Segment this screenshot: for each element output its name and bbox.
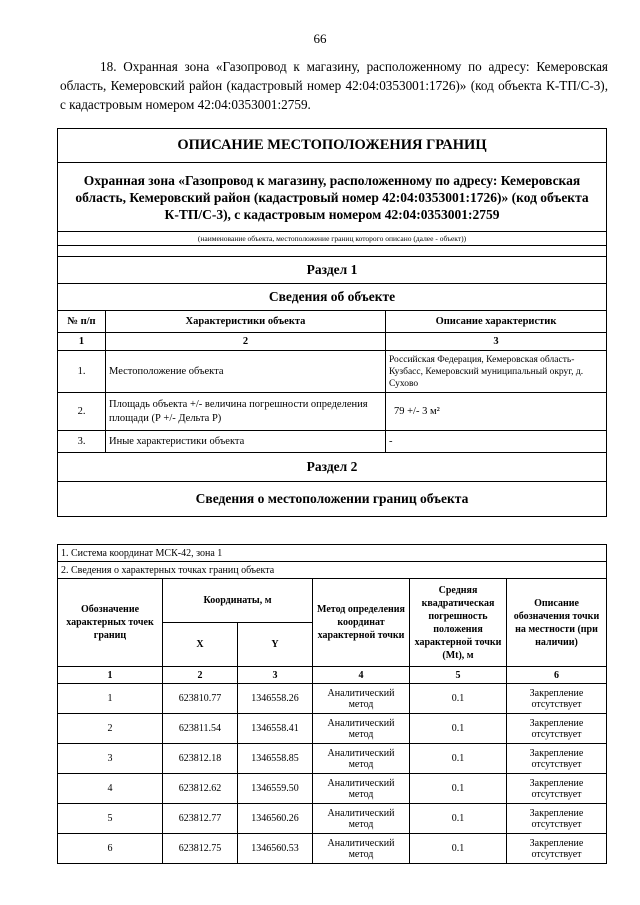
row-value: - bbox=[386, 431, 607, 453]
section1-subtitle: Сведения об объекте bbox=[58, 284, 607, 311]
point-mt: 0.1 bbox=[410, 774, 507, 804]
description-table bbox=[57, 128, 607, 517]
col-number: 1 bbox=[58, 333, 106, 351]
point-desc: Закрепление отсутствует bbox=[507, 834, 607, 864]
header-method: Метод определения координат характерной точки bbox=[313, 579, 410, 667]
table-row bbox=[58, 804, 607, 834]
table-row bbox=[58, 714, 607, 744]
point-y: 1346558.41 bbox=[238, 714, 313, 744]
point-y: 1346559.50 bbox=[238, 774, 313, 804]
point-y: 1346560.53 bbox=[238, 834, 313, 864]
point-id: 6 bbox=[58, 834, 163, 864]
point-mt: 0.1 bbox=[410, 834, 507, 864]
header-y: Y bbox=[238, 623, 313, 667]
col-number: 5 bbox=[410, 667, 507, 684]
header-x: X bbox=[163, 623, 238, 667]
point-y: 1346558.85 bbox=[238, 744, 313, 774]
col-number: 6 bbox=[507, 667, 607, 684]
section1-title: Раздел 1 bbox=[58, 257, 607, 284]
section2-subtitle: Сведения о местоположении границ объекта bbox=[58, 482, 607, 517]
point-y: 1346558.26 bbox=[238, 684, 313, 714]
object-caption: (наименование объекта, местоположение границ которого описано (далее - объект)) bbox=[58, 232, 607, 246]
table-row bbox=[58, 684, 607, 714]
points-table bbox=[57, 544, 607, 864]
point-desc: Закрепление отсутствует bbox=[507, 714, 607, 744]
point-id: 3 bbox=[58, 744, 163, 774]
row-number: 1. bbox=[58, 351, 106, 393]
document-title: ОПИСАНИЕ МЕСТОПОЛОЖЕНИЯ ГРАНИЦ bbox=[58, 129, 607, 163]
row-name: Площадь объекта +/- величина погрешности определения площади (Р +/- Дельта Р) bbox=[106, 393, 386, 431]
point-x: 623812.18 bbox=[163, 744, 238, 774]
col-number: 3 bbox=[386, 333, 607, 351]
table-row bbox=[58, 744, 607, 774]
col-number: 1 bbox=[58, 667, 163, 684]
row-number: 2. bbox=[58, 393, 106, 431]
point-x: 623812.62 bbox=[163, 774, 238, 804]
point-mt: 0.1 bbox=[410, 684, 507, 714]
page-number: 66 bbox=[313, 31, 327, 46]
spacer-row bbox=[58, 246, 607, 257]
point-desc: Закрепление отсутствует bbox=[507, 774, 607, 804]
point-method: Аналитический метод bbox=[313, 834, 410, 864]
paragraph-text: Охранная зона «Газопровод к магазину, расположенному по адресу: Кемеровская область, Кемеровский район (кадастровый номер 42:04:0353001:1726)» (код объекта К-ТП/С-3), с кадастровым номером 42:04:0353001:2759. bbox=[60, 59, 608, 112]
row-value: 79 +/- 3 м² bbox=[386, 393, 607, 431]
point-x: 623812.75 bbox=[163, 834, 238, 864]
object-title: Охранная зона «Газопровод к магазину, расположенному по адресу: Кемеровская область, Кемеровский район (кадастровый номер 42:04:0353001:1726)» (код объекта К-ТП/С-3), с кадастровым номером 42:04:0353001:2759 bbox=[58, 163, 607, 232]
point-mt: 0.1 bbox=[410, 744, 507, 774]
point-id: 5 bbox=[58, 804, 163, 834]
point-method: Аналитический метод bbox=[313, 744, 410, 774]
table-row bbox=[58, 431, 607, 453]
row-value: Российская Федерация, Кемеровская область-Кузбасс, Кемеровский муниципальный округ, д. Сухово bbox=[386, 351, 607, 393]
intro-paragraph bbox=[60, 57, 608, 114]
point-method: Аналитический метод bbox=[313, 774, 410, 804]
header-coords: Координаты, м bbox=[163, 579, 313, 623]
point-id: 1 bbox=[58, 684, 163, 714]
col-number: 4 bbox=[313, 667, 410, 684]
header-num: № п/п bbox=[58, 311, 106, 333]
point-x: 623811.54 bbox=[163, 714, 238, 744]
point-x: 623812.77 bbox=[163, 804, 238, 834]
paragraph-number: 18. bbox=[100, 59, 117, 74]
point-x: 623810.77 bbox=[163, 684, 238, 714]
point-y: 1346560.26 bbox=[238, 804, 313, 834]
row-number: 3. bbox=[58, 431, 106, 453]
point-desc: Закрепление отсутствует bbox=[507, 804, 607, 834]
point-desc: Закрепление отсутствует bbox=[507, 744, 607, 774]
col-number: 2 bbox=[163, 667, 238, 684]
row-name: Местоположение объекта bbox=[106, 351, 386, 393]
header-point: Обозначение характерных точек границ bbox=[58, 579, 163, 667]
section2-title: Раздел 2 bbox=[58, 453, 607, 482]
point-method: Аналитический метод bbox=[313, 804, 410, 834]
point-id: 4 bbox=[58, 774, 163, 804]
header-description: Описание характеристик bbox=[386, 311, 607, 333]
table-row bbox=[58, 393, 607, 431]
points-caption: 2. Сведения о характерных точках границ объекта bbox=[58, 562, 607, 579]
point-mt: 0.1 bbox=[410, 714, 507, 744]
point-desc: Закрепление отсутствует bbox=[507, 684, 607, 714]
header-point-description: Описание обозначения точки на местности (при наличии) bbox=[507, 579, 607, 667]
coordinate-system: 1. Система координат МСК-42, зона 1 bbox=[58, 545, 607, 562]
header-accuracy: Средняя квадратическая погрешность положения характерной точки (Mt), м bbox=[410, 579, 507, 667]
table-row bbox=[58, 351, 607, 393]
col-number: 3 bbox=[238, 667, 313, 684]
table-row bbox=[58, 834, 607, 864]
header-characteristics: Характеристики объекта bbox=[106, 311, 386, 333]
table-row bbox=[58, 774, 607, 804]
point-id: 2 bbox=[58, 714, 163, 744]
col-number: 2 bbox=[106, 333, 386, 351]
point-mt: 0.1 bbox=[410, 804, 507, 834]
point-method: Аналитический метод bbox=[313, 714, 410, 744]
point-method: Аналитический метод bbox=[313, 684, 410, 714]
row-name: Иные характеристики объекта bbox=[106, 431, 386, 453]
